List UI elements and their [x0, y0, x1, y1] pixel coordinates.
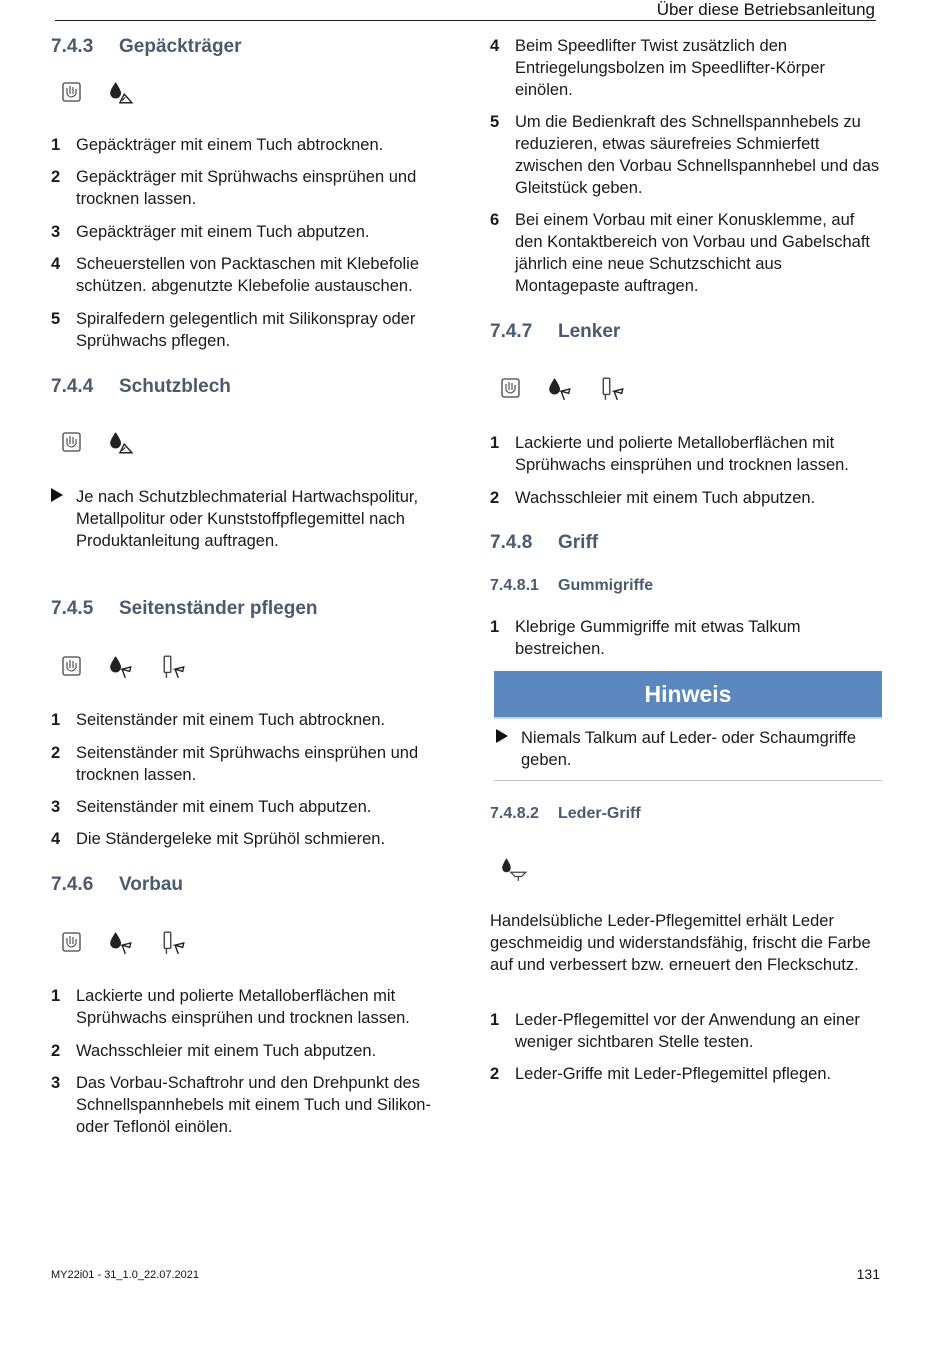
subsection-number: 7.4.8.2	[490, 805, 539, 822]
list-item: 5 Um die Bedienkraft des Schnellspannhebels zu reduzieren, etwas säurefreies Schmierfett zwischen den Vorbau Schnellspannhebel und das Gleitstück geben.	[490, 113, 880, 197]
cloth-icon	[61, 654, 83, 678]
page-number: 131	[856, 1266, 880, 1282]
list-item: 1 Lackierte und polierte Metalloberflächen mit Sprühwachs einsprühen und trocknen lassen.	[490, 434, 849, 474]
oil-spray-icon	[161, 930, 187, 956]
section-title: Vorbau	[119, 874, 184, 895]
header-title: Über diese Betriebsanleitung	[656, 0, 875, 19]
section-number: 7.4.8	[490, 532, 533, 553]
subsection-title: Leder-Griff	[558, 805, 641, 822]
list-item: 1 Klebrige Gummigriffe mit etwas Talkum bestreichen.	[490, 618, 801, 658]
section-number: 7.4.3	[51, 36, 94, 57]
section-heading	[51, 598, 318, 620]
oil-spray-icon	[161, 654, 187, 680]
hint-banner: Hinweis	[494, 671, 882, 719]
section-number: 7.4.4	[51, 376, 94, 397]
subsection-title: Gummigriffe	[558, 577, 654, 594]
section-number: 7.4.6	[51, 874, 94, 895]
list-item: 1 Leder-Pflegemittel vor der Anwendung an einer weniger sichtbaren Stelle testen.	[490, 1011, 860, 1051]
list-item: 1 Gepäckträger mit einem Tuch abtrocknen.	[51, 136, 384, 154]
arrow-icon	[496, 729, 508, 743]
section-title: Gepäckträger	[119, 36, 242, 57]
list-item: 3 Seitenständer mit einem Tuch abputzen.	[51, 798, 372, 816]
leather-care-paragraph: Handelsübliche Leder-Pflegemittel erhält Leder geschmeidig und widerstandsfähig, frischt die Farbe auf und verbessert bzw. erneuert den Fleckschutz.	[490, 912, 871, 974]
header-rule	[55, 20, 876, 21]
list-item: 5 Spiralfedern gelegentlich mit Silikonspray oder Sprühwachs pflegen.	[51, 310, 416, 350]
cloth-icon	[61, 930, 83, 954]
section-title: Schutzblech	[119, 376, 231, 397]
subsection-heading	[490, 805, 641, 823]
section-heading	[51, 376, 231, 398]
section-heading	[51, 874, 183, 896]
list-item: 1 Lackierte und polierte Metalloberflächen mit Sprühwachs einsprühen und trocknen lassen.	[51, 987, 410, 1027]
section-title: Griff	[558, 532, 599, 553]
list-item: 3 Das Vorbau-Schaftrohr und den Drehpunkt des Schnellspannhebels mit einem Tuch und Silikon- oder Teflonöl einölen.	[51, 1074, 431, 1136]
list-item: 2 Gepäckträger mit Sprühwachs einsprühen und trocknen lassen.	[51, 168, 417, 208]
arrow-icon	[51, 488, 63, 502]
spray-wax-icon	[108, 930, 134, 956]
polish-icon	[108, 430, 134, 456]
section-heading	[490, 321, 620, 343]
instruction-item: Je nach Schutzblechmaterial Hartwachspolitur, Metallpolitur oder Kunststoffpflegemittel nach Produktanleitung auftragen.	[51, 486, 451, 552]
section-title: Seitenständer pflegen	[119, 598, 318, 619]
list-item: 2 Wachsschleier mit einem Tuch abputzen.	[51, 1042, 377, 1060]
section-heading	[51, 36, 242, 58]
spray-wax-icon	[547, 376, 573, 402]
list-item: 4 Die Ständergeleke mit Sprühöl schmieren.	[51, 830, 386, 848]
footer-doc-id: MY22i01 - 31_1.0_22.07.2021	[51, 1269, 200, 1281]
list-item: 2 Seitenständer mit Sprühwachs einsprühen und trocknen lassen.	[51, 744, 419, 784]
subsection-heading	[490, 577, 653, 595]
list-item: 4 Scheuerstellen von Packtaschen mit Klebefolie schützen. abgenutzte Klebefolie austauschen.	[51, 255, 420, 295]
list-item: 4 Beim Speedlifter Twist zusätzlich den Entriegelungsbolzen im Speedlifter-Körper einölen.	[490, 37, 826, 99]
section-title: Lenker	[558, 321, 621, 342]
list-item: 1 Seitenständer mit einem Tuch abtrocknen.	[51, 711, 386, 729]
list-item: 6 Bei einem Vorbau mit einer Konusklemme, auf den Kontaktbereich von Vorbau und Gabelschaft jährlich eine neue Schutzschicht aus Montagepaste auftragen.	[490, 211, 870, 295]
cloth-icon	[61, 80, 83, 104]
cloth-icon	[61, 430, 83, 454]
hint-bottom-rule	[494, 780, 882, 781]
subsection-number: 7.4.8.1	[490, 577, 539, 594]
section-number: 7.4.5	[51, 598, 94, 619]
cloth-icon	[500, 376, 522, 400]
oil-spray-icon	[600, 376, 626, 402]
spray-wax-icon	[108, 654, 134, 680]
hint-instruction: Niemals Talkum auf Leder- oder Schaumgriffe geben.	[496, 727, 884, 771]
section-number: 7.4.7	[490, 321, 533, 342]
list-item: 3 Gepäckträger mit einem Tuch abputzen.	[51, 223, 370, 241]
care-agent-icon	[500, 856, 528, 882]
list-item: 2 Wachsschleier mit einem Tuch abputzen.	[490, 489, 816, 507]
section-heading	[490, 532, 598, 554]
list-item: 2 Leder-Griffe mit Leder-Pflegemittel pflegen.	[490, 1065, 832, 1083]
polish-icon	[108, 80, 134, 106]
